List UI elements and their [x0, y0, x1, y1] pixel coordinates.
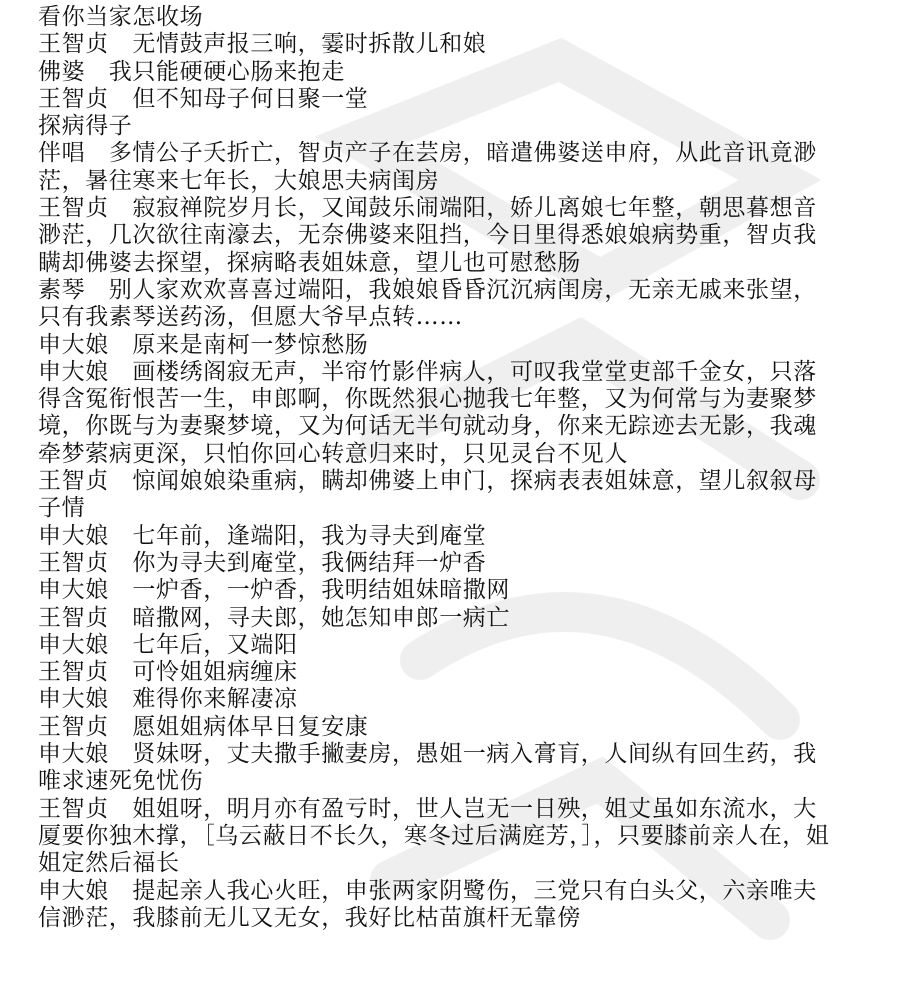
script-line: 佛婆 我只能硬硬心肠来抱走 — [38, 58, 345, 85]
section-heading: 探病得子 — [38, 113, 133, 140]
script-line: 申大娘 贤妹呀，丈夫撒手撇妻房，愚姐一病入膏肓，人间纵有回生药，我唯求速死免忧伤 — [38, 741, 817, 795]
script-line: 王智贞 暗撒网，寻夫郎，她怎知申郎一病亡 — [38, 604, 510, 631]
script-line: 王智贞 愿姐姐病体早日复安康 — [38, 713, 369, 740]
script-line: 看你当家怎收场 — [38, 4, 204, 30]
script-line: 申大娘 一炉香，一炉香，我明结姐妹暗撒网 — [38, 577, 510, 604]
script-line: 王智贞 但不知母子何日聚一堂 — [38, 85, 369, 112]
script-line: 申大娘 画楼绣阁寂无声，半帘竹影伴病人，可叹我堂堂吏部千金女，只落得含冤衔恨苦一生，申郎啊，你既然狠心抛我七年整，又为何常与为妻聚梦境，你既与为妻聚梦境，又为何话无半句就动身，你来无踪迹去无影，我魂牵梦萦病更深，只怕你回心转意归来时，只见灵台不见人 — [38, 358, 817, 467]
script-line: 王智贞 姐姐呀，明月亦有盈亏时，世人岂无一日殃，姐丈虽如东流水，大厦要你独木撑，［乌云蔽日不长久，寒冬过后满庭芳，］，只要膝前亲人在，姐姐定然后福长 — [38, 795, 830, 877]
script-line: 申大娘 七年后，又端阳 — [38, 631, 298, 658]
script-line: 申大娘 难得你来解凄凉 — [38, 686, 298, 713]
script-line: 王智贞 可怜姐姐病缠床 — [38, 659, 298, 686]
script-line: 王智贞 寂寂禅院岁月长，又闻鼓乐闹端阳，娇儿离娘七年整，朝思暮想音渺茫，几次欲往南濠去，无奈佛婆来阻挡，今日里得悉娘娘病势重，智贞我瞒却佛婆去探望，探病略表姐妹意，望儿也可慰愁肠 — [38, 195, 817, 276]
script-line: 伴唱 多情公子夭折亡，智贞产子在芸房，暗遣佛婆送申府，从此音讯竟渺茫，暑往寒来七年长，大娘思夫病闺房 — [38, 140, 817, 194]
script-line: 王智贞 你为寻夫到庵堂，我俩结拜一炉香 — [38, 549, 487, 576]
script-line: 王智贞 无情鼓声报三响，霎时拆散儿和娘 — [38, 31, 487, 58]
script-line: 申大娘 原来是南柯一梦惊愁肠 — [38, 331, 369, 358]
script-line: 素琴 别人家欢欢喜喜过端阳，我娘娘昏昏沉沉病闺房，无亲无戚来张望，只有我素琴送药汤，但愿大爷早点转…… — [38, 276, 817, 331]
script-line: 申大娘 七年前，逢端阳，我为寻夫到庵堂 — [38, 522, 487, 549]
script-line: 申大娘 提起亲人我心火旺，申张两家阴鹭伤，三党只有白头父，六亲唯夫信渺茫，我膝前无儿又无女，我好比枯苗旗杆无靠傍 — [38, 877, 817, 931]
script-line: 王智贞 惊闻娘娘染重病，瞒却佛婆上申门，探病表表姐妹意，望儿叙叙母子情 — [38, 468, 817, 522]
